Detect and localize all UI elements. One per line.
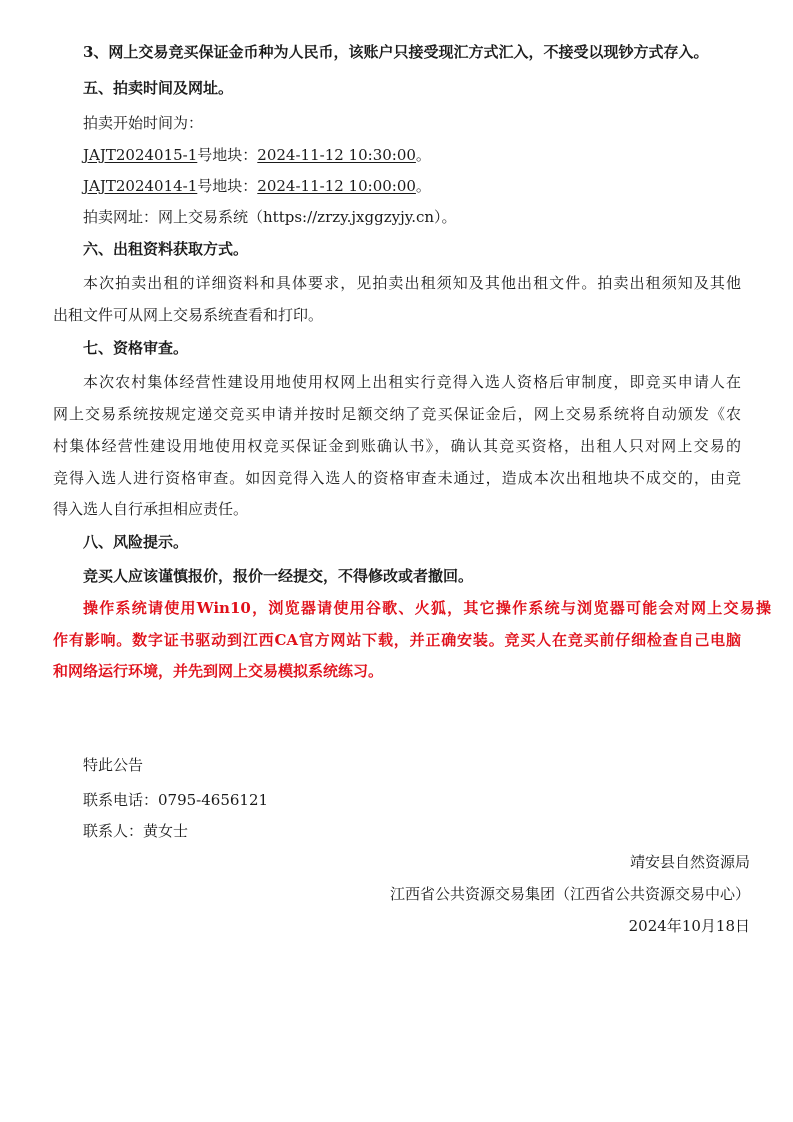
paragraph-line: 村集体经营性建设用地使用权竞买保证金到账确认书》，确认其竞买资格，出租人只对网上交易的	[53, 437, 741, 455]
section-7-heading: 七、资格审查。	[83, 339, 189, 357]
contact-phone: 联系电话：0795-4656121	[83, 791, 269, 809]
issue-date: 2024年10月18日	[628, 917, 750, 935]
paragraph-line: 本次农村集体经营性建设用地使用权网上出租实行竞得入选人资格后审制度，即竞买申请人在	[83, 373, 741, 391]
risk-warning-line: 作有影响。数字证书驱动到江西CA官方网站下载，并正确安装。竞买人在竞买前仔细检查自己电脑	[53, 631, 741, 649]
paragraph-line: 出租文件可从网上交易系统查看和打印。	[53, 306, 324, 324]
risk-warning-line: 操作系统请使用Win10，浏览器请使用谷歌、火狐，其它操作系统与浏览器可能会对网上交易操	[83, 599, 771, 617]
section-8-heading: 八、风险提示。	[83, 533, 189, 551]
paragraph-line: 竞得入选人进行资格审查。如因竞得入选人的资格审查未通过，造成本次出租地块不成交的，由竞	[53, 469, 741, 487]
contact-person: 联系人：黄女士	[83, 822, 189, 840]
plot-code: JAJT2024015-1	[83, 146, 198, 164]
auction-website: 拍卖网址：网上交易系统（https://zrzy.jxggzyjy.cn）。	[83, 208, 457, 226]
plot-time-row: JAJT2024015-1号地块：2024-11-12 10:30:00。	[83, 146, 431, 164]
plot-suffix: 号地块：	[197, 177, 258, 195]
risk-warning-line: 和网络运行环境，并先到网上交易模拟系统练习。	[53, 662, 384, 680]
paragraph-line: 得入选人自行承担相应责任。	[53, 500, 249, 518]
deposit-currency-item: 3、网上交易竞买保证金币种为人民币，该账户只接受现汇方式汇入，不接受以现钞方式存入。	[83, 43, 709, 61]
section-5-heading: 五、拍卖时间及网址。	[83, 79, 234, 97]
plot-start-time: 2024-11-12 10:00:00	[257, 177, 416, 195]
issuer-name: 靖安县自然资源局	[629, 853, 750, 871]
issuer-name: 江西省公共资源交易集团（江西省公共资源交易中心）	[389, 885, 750, 903]
paragraph-line: 本次拍卖出租的详细资料和具体要求，见拍卖出租须知及其他出租文件。拍卖出租须知及其他	[83, 274, 741, 292]
announcement-closing: 特此公告	[83, 756, 144, 774]
paragraph-line: 网上交易系统按规定递交竞买申请并按时足额交纳了竞买保证金后，网上交易系统将自动颁发《农	[53, 405, 741, 423]
auction-start-label: 拍卖开始时间为：	[83, 114, 204, 132]
plot-suffix: 号地块：	[197, 146, 258, 164]
plot-time-row: JAJT2024014-1号地块：2024-11-12 10:00:00。	[83, 177, 431, 195]
plot-code: JAJT2024014-1	[83, 177, 198, 195]
bidding-notice: 竞买人应该谨慎报价，报价一经提交，不得修改或者撤回。	[83, 567, 474, 585]
plot-start-time: 2024-11-12 10:30:00	[257, 146, 416, 164]
section-6-heading: 六、出租资料获取方式。	[83, 240, 249, 258]
